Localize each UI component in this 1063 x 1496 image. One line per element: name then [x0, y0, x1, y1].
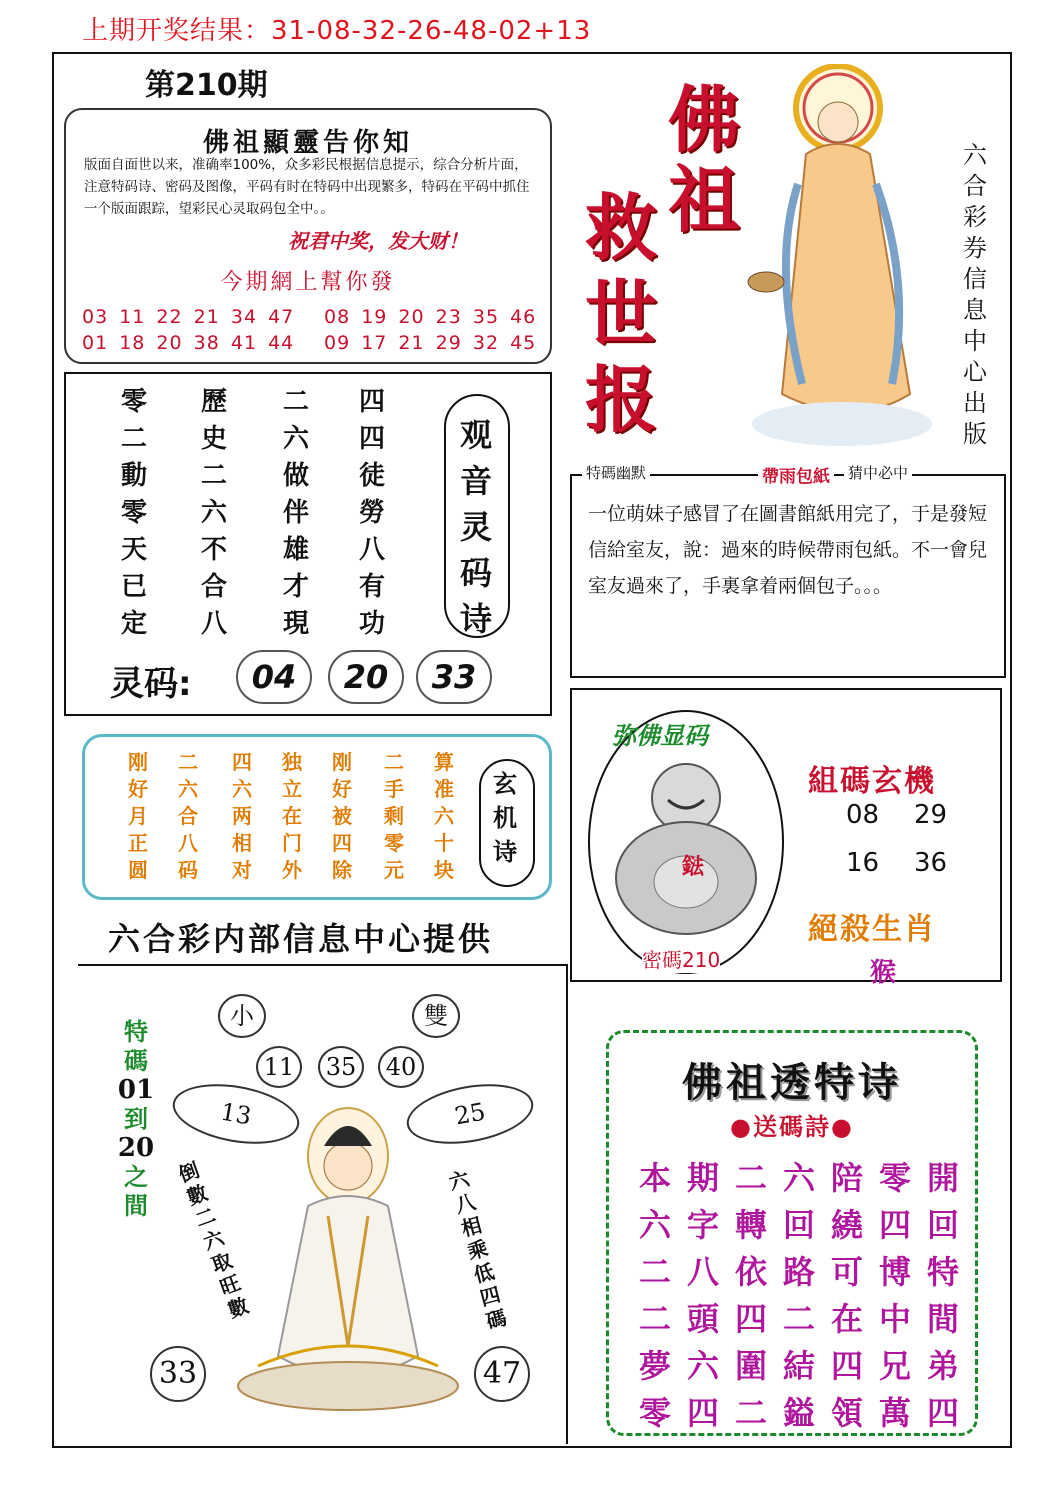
lingma-code: 04 [236, 650, 312, 704]
zuma-title: 組碼玄機 [808, 764, 936, 799]
jueshao-value: 猴 [870, 958, 897, 988]
tema-number: 01 [117, 1075, 155, 1105]
number-circle: 40 [378, 1046, 424, 1088]
tou-column: 陪繞可在四領 [830, 1159, 863, 1432]
xuanji-column: 算准六十块 [434, 750, 454, 882]
joke-heading: 特碼幽默 [582, 462, 650, 483]
notice-slogan: 祝君中奖，发大财！ [288, 229, 468, 253]
tou-column: 零四博中兄萬 [878, 1159, 911, 1432]
tou-column: 二轉依四圍二 [734, 1159, 767, 1432]
notice-title: 佛祖顯靈告你知 [202, 128, 413, 158]
previous-result: 上期开奖结果：31-08-32-26-48-02+13 [82, 16, 592, 46]
left-verse: 倒數二六取旺數 [175, 1157, 252, 1323]
guanyin-box [78, 964, 568, 1444]
number-circle: 11 [256, 1046, 302, 1088]
buddha-code-box [570, 688, 1002, 988]
poem-column: 二六做伴雄才現 [282, 387, 309, 639]
zuma-number: 16 [846, 848, 880, 878]
tema-number: 20 [117, 1133, 155, 1163]
joke-box [570, 464, 1006, 678]
xuanji-poem-box [82, 734, 552, 900]
tema-range [116, 1018, 156, 1221]
right-verse: 六八相乘低四碼 [446, 1166, 510, 1334]
joke-guess: 猜中必中 [844, 462, 912, 483]
tou-poem-box [606, 1030, 978, 1436]
bottom-right-circle: 47 [474, 1346, 530, 1402]
zuma-number: 29 [914, 800, 948, 830]
tou-column: 開回特間弟四 [926, 1159, 959, 1432]
tou-column: 期字八頭六四 [686, 1159, 719, 1432]
xuanji-column: 二手剩零元 [384, 750, 404, 882]
tou-column: 本六二二夢零 [638, 1159, 671, 1432]
mima-label: 密碼210 [642, 944, 720, 973]
main-title-part2: 救世报 [585, 186, 658, 442]
notice-box [64, 108, 552, 364]
xuanji-column: 刚好月正圆 [128, 750, 148, 882]
joke-body: 一位萌妹子感冒了在圖書館紙用完了，于是發短信給室友，說：過來的時候帶雨包紙。不一會兒室友過來了，手裏拿着兩個包子。。。 [588, 503, 988, 597]
guanyin-standing-image [742, 64, 948, 456]
buddha-oval-title: 弥佛显码 [612, 722, 708, 750]
number-row: 09 17 21 29 32 45 [324, 332, 537, 354]
bottom-left-circle: 33 [150, 1346, 206, 1402]
publisher-vertical: 六合彩券信息中心出版 [963, 141, 987, 448]
small-circle: 小 [218, 994, 266, 1038]
xuanji-label: 玄机诗 [493, 770, 517, 866]
lingma-label: 灵码: [110, 664, 192, 704]
notice-body: 版面自面世以来，准确率100%，众多彩民根据信息提示，综合分析片面，注意特码诗、密码及图像，平码有时在特码中出现繁多，特码在平码中抓住一个版面跟踪，望彩民心灵取码包全中。。 [84, 157, 530, 217]
poem-column: 零二動零天已定 [120, 387, 147, 639]
zuma-number: 08 [846, 800, 880, 830]
poem-column: 歷史二六不合八 [200, 387, 227, 639]
number-row: 03 11 22 21 34 47 [82, 306, 295, 328]
number-oval: 25 [402, 1075, 538, 1152]
tema-label: 特碼 [124, 1018, 148, 1075]
lingma-code: 33 [416, 650, 492, 704]
guanyin-figure-image [228, 1096, 468, 1416]
issue-number: 第210期 [145, 68, 268, 103]
xuanji-column: 刚好被四除 [332, 750, 352, 882]
xuanji-column: 独立在门外 [282, 750, 302, 882]
number-row: 01 18 20 38 41 44 [82, 332, 295, 354]
lingma-code: 20 [328, 650, 404, 704]
main-title-part1: 佛祖 [668, 78, 741, 242]
helper-title: 今期網上幫你發 [220, 270, 396, 295]
number-oval: 13 [168, 1075, 304, 1152]
tema-label: 之間 [124, 1163, 148, 1220]
tou-column: 六回路二結鎰 [782, 1159, 815, 1432]
laughing-buddha-image [602, 750, 768, 940]
number-row: 08 19 20 23 35 46 [324, 306, 537, 328]
xuanji-column: 二六合八码 [178, 750, 198, 882]
tou-subtitle: ●送碼詩● [730, 1113, 854, 1141]
poem-label: 观音灵码诗 [459, 416, 492, 638]
jueshao-title: 絕殺生肖 [808, 912, 936, 947]
xuanji-column: 四六两相对 [232, 750, 252, 882]
poem-column: 四四徒勞八有功 [358, 387, 385, 639]
double-circle: 雙 [412, 994, 460, 1038]
zuma-number: 36 [914, 848, 948, 878]
joke-tag: 帶雨包紙 [758, 462, 834, 487]
provider-line: 六合彩内部信息中心提供 [108, 920, 494, 958]
guanyin-poem-box [64, 372, 552, 716]
tema-mid: 到 [124, 1105, 148, 1133]
tou-title: 佛祖透特诗 [682, 1060, 902, 1106]
buddha-chest-char: 鍅 [682, 855, 705, 880]
number-circle: 35 [318, 1046, 364, 1088]
